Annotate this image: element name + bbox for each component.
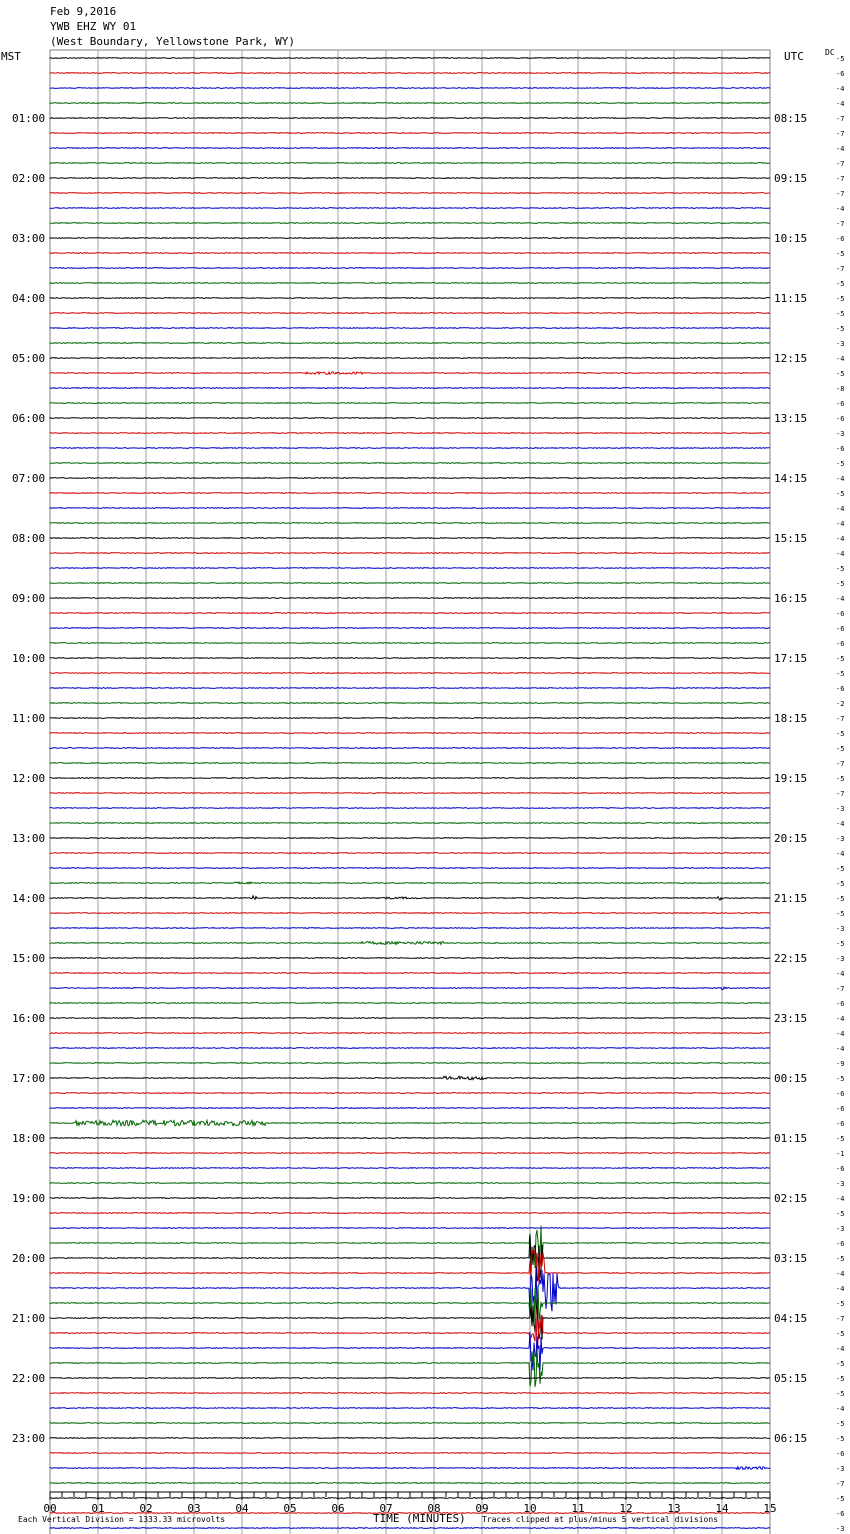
dc-offset-label: -4 bbox=[836, 1015, 845, 1023]
trace-row bbox=[50, 553, 770, 554]
dc-offset-label: -4 bbox=[836, 505, 845, 513]
x-tick-label: 15 bbox=[763, 1502, 777, 1515]
trace-row bbox=[50, 958, 770, 959]
trace-row bbox=[50, 928, 770, 929]
mst-hour-label: 01:00 bbox=[12, 112, 46, 125]
dc-offset-label: -5 bbox=[836, 1495, 845, 1503]
dc-offset-label: -7 bbox=[836, 1480, 845, 1488]
x-tick-label: 01 bbox=[91, 1502, 105, 1515]
trace-row bbox=[50, 238, 770, 239]
trace-row bbox=[50, 987, 770, 990]
dc-offset-label: -3 bbox=[836, 1225, 845, 1233]
x-tick-label: 00 bbox=[43, 1502, 57, 1515]
trace-row bbox=[50, 1183, 770, 1184]
trace-row bbox=[50, 1235, 770, 1282]
trace-row bbox=[50, 163, 770, 164]
trace-row bbox=[50, 1268, 770, 1312]
station-location: (West Boundary, Yellowstone Park, WY) bbox=[50, 35, 296, 48]
dc-offset-label: -3 bbox=[836, 1465, 845, 1473]
trace-row bbox=[50, 1483, 770, 1484]
dc-offset-label: -5 bbox=[836, 1300, 845, 1308]
trace-row bbox=[50, 1309, 770, 1353]
dc-offset-label: -7 bbox=[836, 715, 845, 723]
x-tick-label: 07 bbox=[379, 1502, 393, 1515]
trace-row bbox=[50, 463, 770, 464]
x-tick-label: 06 bbox=[331, 1502, 345, 1515]
dc-offset-label: -7 bbox=[836, 265, 845, 273]
dc-offset-label: -7 bbox=[836, 985, 845, 993]
trace-row bbox=[50, 1423, 770, 1424]
trace-row bbox=[50, 748, 770, 749]
trace-row bbox=[50, 1378, 770, 1379]
dc-offset-label: -3 bbox=[836, 1525, 845, 1533]
dc-offset-label: -5 bbox=[836, 580, 845, 588]
x-tick-label: 12 bbox=[619, 1502, 633, 1515]
utc-hour-label: 01:15 bbox=[774, 1132, 808, 1145]
x-tick-label: 09 bbox=[475, 1502, 489, 1515]
dc-offset-label: -5 bbox=[836, 730, 845, 738]
trace-row bbox=[50, 1528, 770, 1529]
trace-row bbox=[50, 358, 770, 359]
trace-row bbox=[50, 973, 770, 974]
trace-row bbox=[50, 372, 770, 374]
dc-offset-label: -4 bbox=[836, 820, 845, 828]
mst-axis-label: MST bbox=[1, 50, 21, 63]
dc-offset-label: -4 bbox=[836, 85, 845, 93]
trace-row bbox=[50, 328, 770, 329]
trace-row bbox=[50, 1120, 770, 1125]
dc-offset-label: -5 bbox=[836, 1135, 845, 1143]
trace-row bbox=[50, 313, 770, 314]
trace-row bbox=[50, 1033, 770, 1034]
utc-hour-label: 00:15 bbox=[774, 1072, 808, 1085]
trace-row bbox=[50, 118, 770, 119]
station-code: YWB EHZ WY 01 bbox=[50, 20, 137, 33]
x-tick-label: 13 bbox=[667, 1502, 681, 1515]
dc-offset-label: -7 bbox=[836, 175, 845, 183]
clip-note: Traces clipped at plus/minus 5 vertical divisions bbox=[482, 1515, 719, 1524]
mst-hour-label: 02:00 bbox=[12, 172, 46, 185]
dc-offset-label: -5 bbox=[836, 775, 845, 783]
dc-offset-label: -5 bbox=[836, 1075, 845, 1083]
utc-hour-label: 17:15 bbox=[774, 652, 808, 665]
dc-offset-label: -5 bbox=[836, 55, 845, 63]
mst-hour-label: 07:00 bbox=[12, 472, 46, 485]
dc-offset-label: -5 bbox=[836, 895, 845, 903]
trace-row bbox=[50, 793, 770, 794]
dc-offset-label: -4 bbox=[836, 100, 845, 108]
trace-row bbox=[50, 223, 770, 224]
dc-offset-label: -7 bbox=[836, 130, 845, 138]
utc-hour-label: 13:15 bbox=[774, 412, 808, 425]
dc-offset-label: -7 bbox=[836, 1315, 845, 1323]
trace-row bbox=[50, 1108, 770, 1109]
dc-offset-label: -6 bbox=[836, 415, 845, 423]
trace-row bbox=[50, 643, 770, 644]
trace-row bbox=[50, 1332, 770, 1371]
dc-offset-label: -1 bbox=[836, 1150, 845, 1158]
trace-row bbox=[50, 103, 770, 104]
dc-offset-label: -6 bbox=[836, 445, 845, 453]
dc-offset-label: -4 bbox=[836, 550, 845, 558]
utc-hour-label: 12:15 bbox=[774, 352, 808, 365]
dc-offset-label: -4 bbox=[836, 475, 845, 483]
trace-row bbox=[50, 403, 770, 404]
mst-hour-label: 15:00 bbox=[12, 952, 46, 965]
mst-hour-label: 23:00 bbox=[12, 1432, 46, 1445]
utc-hour-label: 23:15 bbox=[774, 1012, 808, 1025]
dc-offset-label: -2 bbox=[836, 700, 845, 708]
x-tick-label: 03 bbox=[187, 1502, 201, 1515]
trace-row bbox=[50, 58, 770, 59]
mst-hour-label: 03:00 bbox=[12, 232, 46, 245]
trace-row bbox=[50, 418, 770, 419]
trace-row bbox=[50, 448, 770, 449]
trace-row bbox=[50, 1453, 770, 1454]
utc-hour-label: 19:15 bbox=[774, 772, 808, 785]
mst-hour-label: 04:00 bbox=[12, 292, 46, 305]
trace-row bbox=[50, 838, 770, 839]
dc-offset-label: -7 bbox=[836, 790, 845, 798]
trace-row bbox=[50, 568, 770, 569]
mst-hour-label: 05:00 bbox=[12, 352, 46, 365]
trace-row bbox=[50, 598, 770, 599]
dc-offset-label: -6 bbox=[836, 70, 845, 78]
trace-row bbox=[50, 823, 770, 824]
dc-offset-label: -5 bbox=[836, 280, 845, 288]
trace-row bbox=[50, 913, 770, 914]
dc-offset-label: -5 bbox=[836, 1360, 845, 1368]
trace-row bbox=[50, 1138, 770, 1139]
dc-offset-label: -3 bbox=[836, 835, 845, 843]
plot-date: Feb 9,2016 bbox=[50, 5, 117, 18]
dc-offset-label: -4 bbox=[836, 595, 845, 603]
trace-row bbox=[50, 1168, 770, 1169]
trace-row bbox=[50, 613, 770, 614]
trace-row bbox=[50, 193, 770, 194]
utc-hour-label: 02:15 bbox=[774, 1192, 808, 1205]
dc-offset-label: -6 bbox=[836, 400, 845, 408]
utc-hour-label: 15:15 bbox=[774, 532, 808, 545]
trace-row bbox=[50, 583, 770, 584]
dc-offset-label: -5 bbox=[836, 295, 845, 303]
trace-row bbox=[50, 133, 770, 134]
x-tick-label: 08 bbox=[427, 1502, 441, 1515]
utc-hour-label: 16:15 bbox=[774, 592, 808, 605]
dc-offset-label: -4 bbox=[836, 145, 845, 153]
utc-axis-label: UTC bbox=[784, 50, 804, 63]
trace-row bbox=[50, 1228, 770, 1229]
dc-offset-label: -3 bbox=[836, 925, 845, 933]
utc-hour-label: 21:15 bbox=[774, 892, 808, 905]
utc-hour-label: 03:15 bbox=[774, 1252, 808, 1265]
mst-hour-label: 16:00 bbox=[12, 1012, 46, 1025]
trace-row bbox=[50, 1093, 770, 1094]
dc-offset-label: -3 bbox=[836, 340, 845, 348]
dc-offset-label: -6 bbox=[836, 625, 845, 633]
trace-row bbox=[50, 268, 770, 269]
dc-offset-label: -6 bbox=[836, 1450, 845, 1458]
trace-row bbox=[50, 658, 770, 659]
trace-row bbox=[50, 253, 770, 254]
dc-offset-label: -4 bbox=[836, 850, 845, 858]
dc-offset-label: -5 bbox=[836, 940, 845, 948]
trace-row bbox=[50, 493, 770, 494]
mst-hour-label: 12:00 bbox=[12, 772, 46, 785]
trace-row bbox=[50, 283, 770, 284]
dc-offset-label: -6 bbox=[836, 1240, 845, 1248]
dc-offset-label: -4 bbox=[836, 535, 845, 543]
dc-offset-label: -5 bbox=[836, 370, 845, 378]
dc-offset-label: -4 bbox=[836, 1405, 845, 1413]
trace-row bbox=[50, 1213, 770, 1214]
dc-offset-label: -7 bbox=[836, 190, 845, 198]
dc-offset-label: -7 bbox=[836, 220, 845, 228]
trace-row bbox=[50, 1063, 770, 1064]
dc-offset-label: -4 bbox=[836, 970, 845, 978]
trace-row bbox=[50, 763, 770, 764]
trace-row bbox=[50, 853, 770, 854]
trace-row bbox=[50, 673, 770, 674]
dc-offset-label: -4 bbox=[836, 205, 845, 213]
dc-offset-label: -7 bbox=[836, 760, 845, 768]
utc-hour-label: 18:15 bbox=[774, 712, 808, 725]
mst-hour-label: 18:00 bbox=[12, 1132, 46, 1145]
mst-hour-label: 19:00 bbox=[12, 1192, 46, 1205]
utc-hour-label: 14:15 bbox=[774, 472, 808, 485]
dc-offset-label: -5 bbox=[836, 325, 845, 333]
trace-row bbox=[50, 478, 770, 479]
trace-row bbox=[50, 1393, 770, 1394]
trace-row bbox=[50, 718, 770, 719]
trace-row bbox=[50, 868, 770, 869]
dc-offset-label: -7 bbox=[836, 160, 845, 168]
dc-label: DC bbox=[825, 48, 835, 57]
trace-row bbox=[50, 1408, 770, 1409]
trace-row bbox=[50, 88, 770, 89]
dc-offset-label: -4 bbox=[836, 1270, 845, 1278]
mst-hour-label: 22:00 bbox=[12, 1372, 46, 1385]
dc-offset-label: -3 bbox=[836, 955, 845, 963]
dc-offset-label: -4 bbox=[836, 1285, 845, 1293]
mst-hour-label: 08:00 bbox=[12, 532, 46, 545]
dc-offset-label: -6 bbox=[836, 685, 845, 693]
dc-offset-label: -6 bbox=[836, 235, 845, 243]
utc-hour-label: 22:15 bbox=[774, 952, 808, 965]
x-tick-label: 10 bbox=[523, 1502, 537, 1515]
utc-hour-label: 08:15 bbox=[774, 112, 808, 125]
x-tick-label: 14 bbox=[715, 1502, 729, 1515]
dc-offset-label: -9 bbox=[836, 1060, 845, 1068]
trace-row bbox=[50, 388, 770, 389]
utc-hour-label: 04:15 bbox=[774, 1312, 808, 1325]
utc-hour-label: 10:15 bbox=[774, 232, 808, 245]
mst-hour-label: 21:00 bbox=[12, 1312, 46, 1325]
trace-row bbox=[50, 298, 770, 299]
dc-offset-label: -5 bbox=[836, 1210, 845, 1218]
trace-row bbox=[50, 1003, 770, 1004]
dc-offset-label: -7 bbox=[836, 115, 845, 123]
x-tick-label: 11 bbox=[571, 1502, 585, 1515]
dc-offset-label: -5 bbox=[836, 1330, 845, 1338]
trace-row bbox=[50, 523, 770, 524]
dc-offset-label: -3 bbox=[836, 430, 845, 438]
dc-offset-label: -6 bbox=[836, 1510, 845, 1518]
dc-offset-label: -5 bbox=[836, 655, 845, 663]
trace-row bbox=[50, 733, 770, 734]
mst-hour-label: 17:00 bbox=[12, 1072, 46, 1085]
dc-offset-label: -6 bbox=[836, 640, 845, 648]
mst-hour-label: 09:00 bbox=[12, 592, 46, 605]
dc-offset-label: -5 bbox=[836, 910, 845, 918]
trace-row bbox=[50, 882, 770, 884]
plot-frame bbox=[50, 50, 770, 1534]
dc-offset-label: -5 bbox=[836, 865, 845, 873]
dc-offset-label: -5 bbox=[836, 460, 845, 468]
trace-row bbox=[50, 508, 770, 509]
dc-offset-label: -4 bbox=[836, 1195, 845, 1203]
mst-hour-label: 14:00 bbox=[12, 892, 46, 905]
scale-note: Each Vertical Division = 1333.33 microvolts bbox=[18, 1515, 226, 1524]
trace-row bbox=[50, 1350, 770, 1387]
trace-row bbox=[50, 1498, 770, 1499]
trace-row bbox=[50, 538, 770, 539]
mst-hour-label: 20:00 bbox=[12, 1252, 46, 1265]
dc-offset-label: -5 bbox=[836, 1375, 845, 1383]
dc-offset-label: -6 bbox=[836, 610, 845, 618]
trace-row bbox=[50, 778, 770, 779]
dc-offset-label: -6 bbox=[836, 1000, 845, 1008]
dc-offset-label: -8 bbox=[836, 385, 845, 393]
trace-row bbox=[50, 73, 770, 74]
dc-offset-label: -3 bbox=[836, 805, 845, 813]
dc-offset-label: -4 bbox=[836, 1345, 845, 1353]
trace-row bbox=[50, 148, 770, 149]
utc-hour-label: 06:15 bbox=[774, 1432, 808, 1445]
dc-offset-label: -5 bbox=[836, 1390, 845, 1398]
dc-offset-label: -3 bbox=[836, 1180, 845, 1188]
utc-hour-label: 20:15 bbox=[774, 832, 808, 845]
trace-row bbox=[50, 688, 770, 689]
utc-hour-label: 09:15 bbox=[774, 172, 808, 185]
x-tick-label: 04 bbox=[235, 1502, 249, 1515]
trace-row bbox=[50, 1198, 770, 1199]
utc-hour-label: 11:15 bbox=[774, 292, 808, 305]
trace-row bbox=[50, 703, 770, 704]
trace-row bbox=[50, 1438, 770, 1439]
dc-offset-label: -4 bbox=[836, 355, 845, 363]
trace-row bbox=[50, 178, 770, 179]
mst-hour-label: 13:00 bbox=[12, 832, 46, 845]
dc-offset-label: -6 bbox=[836, 1090, 845, 1098]
x-axis-title: TIME (MINUTES) bbox=[373, 1512, 466, 1525]
dc-offset-label: -5 bbox=[836, 310, 845, 318]
trace-row bbox=[50, 1048, 770, 1049]
trace-row bbox=[50, 208, 770, 209]
trace-row bbox=[50, 808, 770, 809]
dc-offset-label: -5 bbox=[836, 670, 845, 678]
dc-offset-label: -5 bbox=[836, 1435, 845, 1443]
utc-hour-label: 05:15 bbox=[774, 1372, 808, 1385]
dc-offset-label: -5 bbox=[836, 745, 845, 753]
trace-row bbox=[50, 1153, 770, 1154]
mst-hour-label: 10:00 bbox=[12, 652, 46, 665]
trace-row bbox=[50, 1467, 770, 1470]
trace-row bbox=[50, 343, 770, 344]
dc-offset-label: -5 bbox=[836, 1420, 845, 1428]
dc-offset-label: -4 bbox=[836, 520, 845, 528]
trace-row bbox=[50, 942, 770, 945]
dc-offset-label: -6 bbox=[836, 1120, 845, 1128]
dc-offset-label: -5 bbox=[836, 250, 845, 258]
mst-hour-label: 11:00 bbox=[12, 712, 46, 725]
dc-offset-label: -6 bbox=[836, 1165, 845, 1173]
dc-offset-label: -6 bbox=[836, 1105, 845, 1113]
dc-offset-label: -4 bbox=[836, 1045, 845, 1053]
trace-row bbox=[50, 628, 770, 629]
mst-hour-label: 06:00 bbox=[12, 412, 46, 425]
trace-row bbox=[50, 1076, 770, 1079]
dc-offset-label: -5 bbox=[836, 565, 845, 573]
dc-offset-label: -5 bbox=[836, 880, 845, 888]
x-tick-label: 05 bbox=[283, 1502, 297, 1515]
trace-row bbox=[50, 1018, 770, 1019]
trace-row bbox=[50, 433, 770, 434]
dc-offset-label: -5 bbox=[836, 490, 845, 498]
dc-offset-label: -4 bbox=[836, 1030, 845, 1038]
x-tick-label: 02 bbox=[139, 1502, 153, 1515]
trace-row bbox=[50, 1226, 770, 1268]
trace-row bbox=[50, 1286, 770, 1327]
trace-row bbox=[50, 1249, 770, 1283]
dc-offset-label: -5 bbox=[836, 1255, 845, 1263]
trace-row bbox=[50, 896, 770, 900]
